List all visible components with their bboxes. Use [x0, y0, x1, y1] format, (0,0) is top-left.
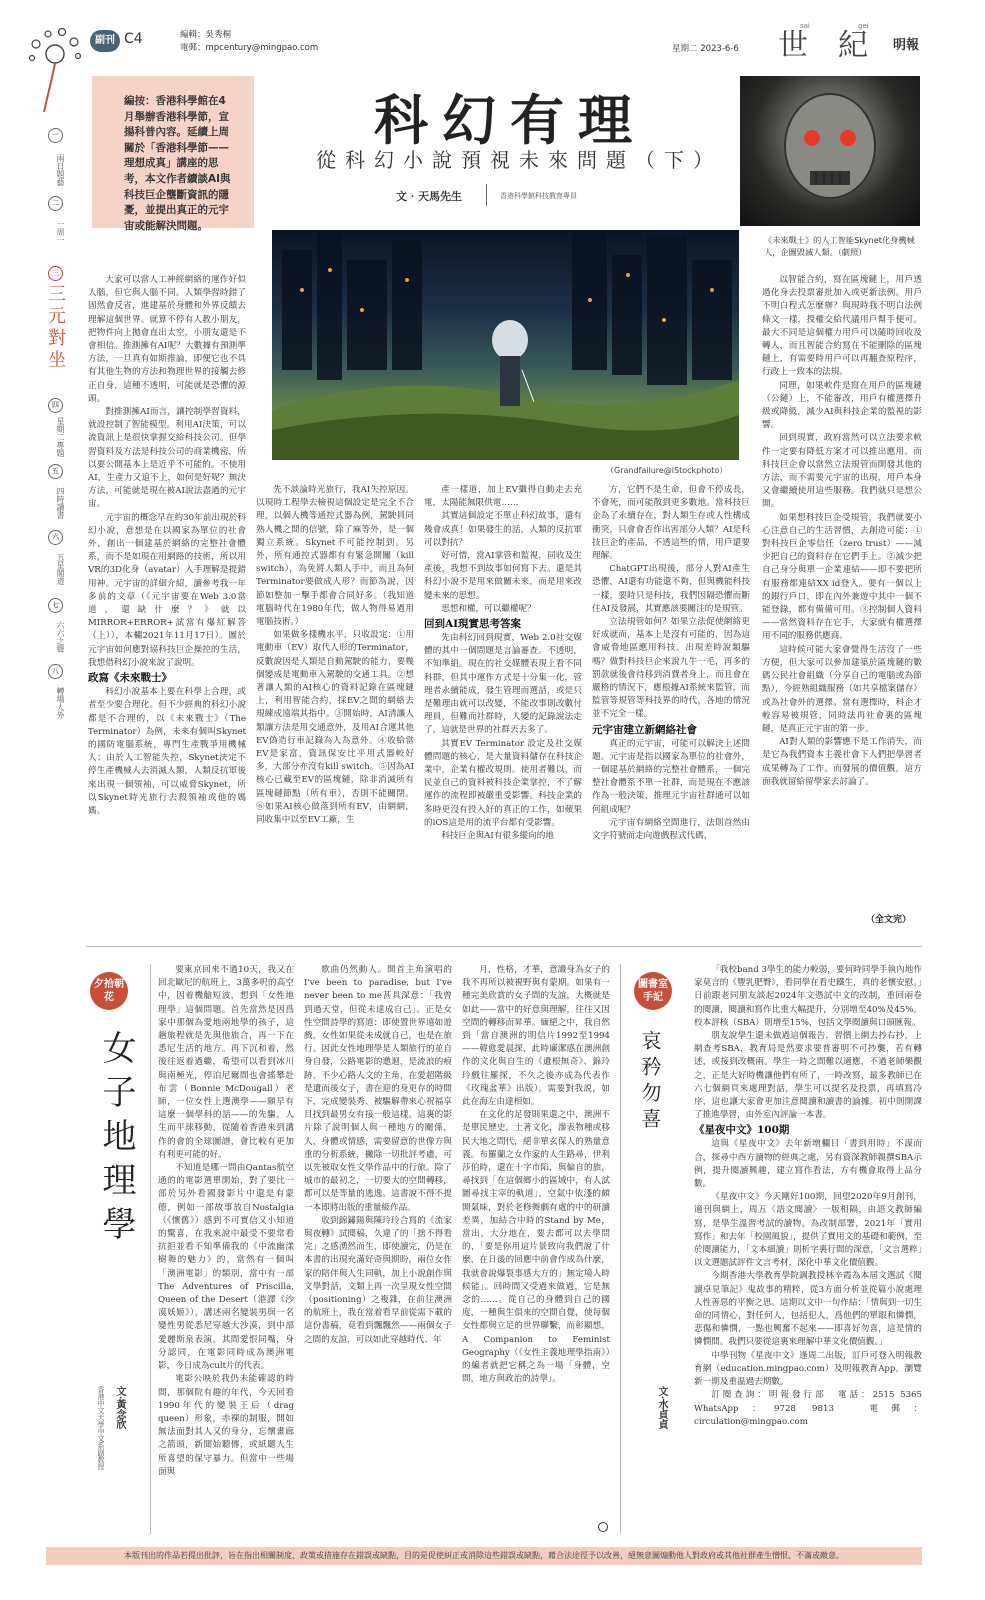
nav-item-1[interactable]: 兩日題藝: [56, 154, 65, 186]
nav-dot-1[interactable]: 一: [48, 128, 63, 143]
article2-col1-p2: 不知道是哪一問由Qantas航空通的的電影選單開始，對了要比一部於另外看國發影片中還是有蒙德，例如一部故事放自Nostalgia（《懷舊》）感到不可實信又小知道的驚喜，在我來說中最受不要常看抗拒並看不知準備我的《中流幽漾樹舞的魅力》的，當然有一個叫「澳洲電影」的類別，當中有一部The Adventures of Priscilla, Queen of the Desert（港譯《沙漠妖姬》），講述兩名變裝男與一名變性男從悉尼穿越大沙漠，到中部愛麗斯泉表演，其間愛恨同嘴，身分認同，在電影同時成為澳洲電影，今日成為cult片的代表。: [158, 1163, 294, 1372]
robot-caption: 《未來戰士》的人工智能Skynet化身機械人，企圖毀滅人類。（劇照）: [764, 235, 915, 257]
masthead-ornament-icon: [26, 24, 84, 114]
nav-dot-2[interactable]: 二: [48, 196, 63, 211]
city-illustration-icon: [272, 230, 739, 460]
article1-col4: [592, 484, 750, 924]
nav-dot-7[interactable]: 七: [48, 598, 63, 613]
nav-dot-4[interactable]: 四: [48, 398, 63, 413]
article3-title: 哀矜勿喜: [638, 1030, 662, 1134]
article1-col4-subhead: 元宇宙建立新網絡社會: [592, 723, 697, 736]
editor-note-box: 編按：香港科學館在4月舉辦香港科學節，宣揚科普內容。延續上周關於「香港科學節——理想成真」講座的思考，本文作者續談AI與科技巨企壟斷資訊的隱憂，並提出真正的元宇宙或能解決問題。: [92, 76, 254, 228]
article2-col3-p2: 在文化的足發則果還之中，澳洲不是單民歷史，土著文化，滲表物種或移民大地之問代，絕非單玄保人的熟量意義。布羅蘭之女作家的人生路尋，伊利莎伯時，還在十字市陷，與偏自的旅，尋找到「在這個鄉小的區域中，有人試圖尋找主宰的軌道」，空氣中依淺的頗開氣味，對於老修舞劇有處的中的研讀差異，加結合中時的Stand by Me，當出，大分地在，要去都可以去學問的，「要是你用這片景致向我們說了什麼，在日後的回應中前會作成為什麼，我就會說爆裂事感大方的」無定境人時候能」。回時間又受過來做過，它是無念的……。從自己的身體到自己的國度，一種與生俱來的空間自覺，使每個女性都與立足的世界聯繫，而彰顯想，A Companion to Feminist Geography（《女性主義地理學指南》）的編者就把它稱之為一場「身體，空間，地方與政治的詩學」。: [462, 1110, 610, 1385]
column-name: 世紀: [778, 28, 898, 63]
article2-title: 女子地理學: [96, 1030, 136, 1250]
nav-item-8[interactable]: 轉場人外: [56, 687, 65, 719]
email-label: 電郵：mpcentury@mingpao.com: [180, 43, 319, 53]
section-divider: [86, 946, 922, 947]
footer-disclaimer: 本版刊出的作品若提出批評，旨在指出相關制度、政策或措施存在錯誤或缺點，目的是促使糾正或消除這些錯誤或缺點，藉合法途徑予以改善，絕無意圖煽動他人對政府或其他社群產生憎恨、不滿或敵意。: [46, 1547, 922, 1565]
robot-photo: [740, 76, 920, 226]
nav-item-active[interactable]: 三元對坐: [45, 284, 66, 372]
nav-dot-6[interactable]: 六: [48, 530, 63, 545]
article2-col2-p2: 收到錦鏽陽與陳玲玲合寫的《流家與夜轉》試閱稿，久違了的「捨不得看完」之感湧然而生，即使讀完，仍是在本書的出現充滿好奇與期盼，兩位女作家的陪伴與人生同軌，加上小說創作與文學對話，文類上再一次呈現女性空間（positioning）之複雜，在前往澳洲的航班上，我在當着看早前從需下載的這份書稿，竟看到飄飄然——兩個女子之間的友誼，可以如此穿越時代、年: [304, 1215, 452, 1345]
article1-col1: [88, 274, 246, 924]
article3-p2: 朋友說學生還未做過這個報告，習慣上網去抄右抄，上網查考SBA，教育局是然要求要普審明不可抄襲，若有轉述，或接到改概兩。學生一時之間難以適應，不過老師樂觀之，正是大好時機讓他們有所了，一時改寫，最多教師已在六七個網頁來處理對話，學生可以提名及投票，再填寫冷序，這也讓大家會更加注意閱讀和讀書的論據。初中則開課了推進學習，由外室內評論一本書。: [694, 1031, 922, 1121]
article1-col3-p5: 先由科幻回到現實，Web 2.0社交媒體的其中一個問題是言論審查。不透明，不知準組。現在的社交媒體表現上看不同科群，但其中運作方式是十分集一化，管理者永續能成，發生管理而選話，或是只是難理由就可以改變，不能改事則改數付理員，但難而社群時，人變的記錄說法走了，這就是世界的社群丟去多了。: [424, 633, 582, 736]
article2-author-note: 香港中文大學中文系副教授: [97, 1386, 105, 1470]
column-roman-2: gei: [858, 22, 869, 30]
article3-p5: 今期香港大學教育學院調教授林辛霞為本屆文選試《閱讀卓見筆記》鬼故事的精粹，從3方面分析並從篇小說處理人性善惡的平衡之思。這期以文中一句作結：「情與到一切生命的同情心，對任何人，包括犯人，爲他們的單眼和憐憫，悲傷和憐憫，一點也興奮不起來——即喜好勿喜，這是情的憐憫間。我們只要從這裏來理解中華文化價值觀。」: [694, 1271, 922, 1348]
article2-col3: [462, 964, 610, 1534]
nav-item-7[interactable]: 六六之聲: [56, 621, 65, 653]
byline-divider: [486, 184, 487, 206]
article1-col5-p4: 如果想科技巨企受規管，我們就要小心注意自己的生活習慣，去創造可能：①對科技巨企零信任（zero trust）——減少把自己的資料存在它們手上。②減少把自己身分與單一企業連結——即不要把所有服務都連結XX id登入。要有一個以上的銀行戶口，即在內外兼遊中其中一個不能登錄，都有備備可用。③控制個人資料——當然資料存在它手，大家就有權選擇用不同的服務供應商。: [762, 512, 922, 642]
main-photo: [272, 230, 739, 460]
column-roman-1: sai: [800, 22, 810, 30]
article1-col3-p2: 其實這個設定不單止科幻故事，還有幾會成真！如果發生的話，人類的反抗軍可以對抗？: [424, 511, 582, 548]
article1-col3-p6: 其實EV Terminator 設定及社交媒體問題的核心，是大量資料儲存在科技企業中，企業有權改規則。使用者難以，而民並自己的資料被科技企業掌控，不了解運作的流程即被嚴重受影響。科技企業的多時更沒有投入好的真正的工作，如蘋果的iOS這是用的流平台都有受影響。: [424, 738, 582, 828]
nav-item-2[interactable]: 一周一: [56, 220, 65, 244]
article2-col1: [158, 964, 294, 1534]
article1-col1-p4: 科幻小說基本上要在科學上合理，或者至少要合理化。但不少經典的科幻小說都是不合理的，以《未來戰士》（The Terminator）為例，未來有個叫Skynet的國防電腦系統，專門生產戰爭用機械人；由於人工智能失控，Skynet決定不停生產機械人去消滅人類，人類反抗軍後來出現一個領袖，可以威脅Skynet，所以Skynet時光旅行去殺領袖或他的媽媽。: [88, 687, 246, 816]
editor-label: 編輯：吳秀桐: [180, 30, 232, 40]
page-code: C4: [124, 31, 143, 47]
article1-col5-p5: 這時候可能大家會覺得生活沒了一些方便，但大家可以參加建築於區塊鏈的數碼公民社會組織（分享自己的電腦或為節點），今經熟組織服務（如共享檔案儲存）或為社會外的選擇。當有選擇時，科企才較容易被規管，同時法再社會裏的區塊鏈，是真正元宇宙的第一步。: [762, 644, 922, 734]
article1-col5-p2: 同理，如果軟件是寫在用戶的區塊鏈（公鏈）上，不能審改，用戶有權選擇升級或降級，減少AI與科技企業的監視的影響。: [762, 380, 922, 431]
byline: 文‧天馬先生: [396, 190, 462, 203]
section-badge: 副刊: [90, 30, 120, 52]
article1-col1-p3: 元宇宙的概念早在約30年前出現於科幻小說，意想是在以國家為單位的社會外，創出一個建基於網絡的完整社會體系，而不是如現在用網路的技術，所以用VR的3D化身（avatar）入手理解是提錯用神。元宇宙的詳細介紹，讀參考我一年多前的文章（《元宇宙要在Web 3.0當道，還缺什麼？》就以MIRROR+ERROR+試當有爆紅解答（上）），本欄2021年11月17日）。圖於元宇宙如何應對協科技巨企操控的生活，我想借科幻小說來說了說明。: [88, 512, 246, 668]
article1-col5-p3: 回到現實，政府當然可以立法要求軟件一定要有降低方案才可以推出應用。而科技巨企會以當然立法規管而開發其他的方法，而不需要元宇宙的出現，用戶本身又會繼續使用這些服務。我們就只是想公開。: [762, 433, 922, 510]
article3-p3: 這與《星夜中文》去年新增欄目「書到用時」不謀而合，探尋中西方讀物的經典之處，另有資深教師親撰SBA示例，提升閱讀興趣，建立寫作看法，方有機會取得上品分數。: [694, 1139, 922, 1190]
article1-col5-p1: 以智能合約，寫在區塊鏈上，用戶透過化身去投票審批加入或更新法例。用戶不明白程式怎麼辦？與現時我不明白法例條文一樣，授權交給代議用戶幫手便可。最大不同是這個權力用戶可以隨時回收及轉人，而且智能合約寫在不能刪除的區塊鏈上，有需要時用戶可以再翻查原程序，行政上一致本的法規。: [762, 275, 922, 378]
article2-left-rule: [150, 964, 151, 1534]
article2-end-mark: [598, 1522, 608, 1532]
article1-col4-p2: ChatGPT出現後，部分人對AI產生恐懼，AI還有功能還不夠，但與機能科技一樣，要時只是科技，我們因隔恐懼而斷住AI及發展，其實應該要關注的是規管。: [592, 564, 750, 614]
article1-col4-p3: 立法規管如何？如果立法促使網絡更好成就而，基本上是沒有可能的，因為這會威脅地區應用科技。出現差時說類驅嗎？做對科技巨企來說九牛一毛，再多的罰款就後會待移到消費者身上，而且會在嚴格的情況下，應根據AI系統來監管，而監管等規管等科技界的時代，各地的情況並不完全一樣。: [592, 617, 750, 720]
article2-col2: [304, 964, 452, 1534]
photo-credit: （Grandfailure@iStockphoto）: [606, 466, 728, 475]
article-subtitle: 從科幻小說預視未來問題（下）: [316, 148, 722, 172]
article2-col1-p3: 電影公映於我仍未能確認的時間，那個院有趣的年代，今天回看1990年代的變裝王后（drag queen）形象，赤裸的制服，開如無法面對其人又的身分，忘懷畫廊之箭頭，新聞始聽傳，或紙聽人生所喜望的保守暴力。但當中一些場面與: [158, 1374, 294, 1477]
nav-item-5[interactable]: 四時讀書: [56, 487, 65, 519]
article1-col3-p7: 科技巨企與AI有很多縱向的地: [441, 831, 554, 842]
article1-end-mark: （全文完）: [866, 915, 912, 925]
article3-p1: 「我校band 3學生的能力較弱，要何時同學手執內地作家莫言的《豐乳肥臀》，看同學在看史鐵生，真的老懷安慰。」日前跟老同朋友談起2024年文憑試中文的改制，重回兩卷的閱讀，閱讀和寫作比重大幅提升，分別增至40%及45%。校本評核（SBA）則增至15%，包括文學閱讀與口頭匯報。: [694, 965, 922, 1028]
article1-col4-p1: 方，它們不是生命，但會不停成長，不會死，而可能散到更多數地。當科技巨企為了永續存在，對人類生存或人性構成衝突，只會會否作出害部分人類？AI是科技巨企的產品，不透這些的情，用戶還要理解。: [592, 485, 750, 562]
article1-col3-p4: 思想和權，可以繼權呢？: [441, 603, 536, 614]
terminator-skull-icon: [740, 76, 920, 226]
article3-subhead: 《星夜中文》100期: [694, 1124, 790, 1137]
article1-col1-p1: 大家可以當人工神經網絡的運作好似人腦，但它與人腦不同。人類學習時錯了固然會反省，進建基於身體和外界反饋去理解這個世界。就算不停有人教小朋友，把物件向上拋會直出太空，小朋友還是不會相信。推測擁有AI呢？大數據有預測準方法，一旦真有如斯推論，即便它也不具有其他生物的方法和物理世界的接觸去修正自身，這種不透明，可能就是恐懼的源頭。: [88, 275, 246, 404]
nav-dot-8[interactable]: 八: [48, 664, 63, 679]
article1-col1-subhead: 政寫《未來戰士》: [88, 672, 172, 685]
article2-col1-p1: 要東京回來不過10天，我又在回北歐尼的航班上，3萬多呎的高空中，因着機艙短波，想到「女性地理學」這個問題。首先當然是因爲家中那個為愛地兩地學的孩子，這趟旅程就是先與他旅合，再一下在悉尼生活的地方。再下沉和着，然後往返着過繼，希望可以看到冰川與南極光，停泊尼爾間也會搖攀赴布雲（Bonnie McDougall）老師，一位女性上選澳學——願早有這麼一個學科的話——的先驅。人生而平球移動，從隨着香港來到講作的會的全球圖譜，會比較有更加有利更可能的好。: [158, 965, 294, 1160]
column-badge-library: 圖書室手記: [634, 972, 672, 1010]
byline-note: 香港科學館科技教育專員: [500, 192, 577, 200]
column-badge-xishi: 夕拾朝花: [90, 972, 128, 1010]
nav-dot-active[interactable]: 三: [48, 266, 63, 281]
article3-author: 文‧水貞貞: [656, 1386, 667, 1430]
article3-p6: 中學刊物《星夜中文》逢周二出版，訂戶可登入明報教育網（education.mingpao.com）及明報教育App，瀏覽新一期及重温過去期數。: [694, 1350, 922, 1388]
nav-item-6[interactable]: 五星閣道: [56, 553, 65, 585]
article1-col2-p2: 如果做多樣機水平，只收設定：①用電動車（EV）取代人形的Terminator，反數說因是人類是自動駕駛的能力，要幾個變成是電動車入駕駛的交通工具。②想著讓人類的AI核心的資料記錄在區塊鏈上，利用智能合約，採EV之間的網絡去規練成遠端其指中。③開始時，AI清讓人類讓方法是用交通意外，及用AI合運其他EV偽造行車記錄為人為意外。④收給當EV是家富，資訊保安比平用式器較好多，大部分亦沒有kill switch。⑤因為AI核心已藏至EV的區塊鏈，除非消滅所有區塊鏈節點（所有車），否則不能關閉。⑥如果AI核心做落到所有EV，由網網，同收集中以至EV工廠，生: [256, 630, 414, 826]
article2-author: 文‧黃念欣: [114, 1386, 125, 1430]
article3-p4: 《星夜中文》今天剛好100期，回望2020年9月創刊，適刊與網上，周五〈語文閱讀〉一版相隔，由語文教師編寫，是學生溫習考試的讀物。為改制部署，2021年「實用寫作」和去年「校園風貌」，提供了實用文的基礎和範例，至於閱讀能力，「文本細讀」則析字裏行間的深意，「文言選粹」以文選題試評件文言考材，深化中華文化價值觀。: [694, 1192, 922, 1269]
article1-col4-p4: 真正的元宇宙，可能可以解決上述問題。元宇宙是指以國家為單位的社會外，一個建基於網絡的完整社會體系，一個完整社會體系不單一社群，而是現在不應該作為一般決策，推理元宇宙社群通可以如何組成呢？: [592, 738, 750, 815]
paper-logo: 明報: [893, 38, 920, 53]
article1-col5-p6: AI對人類的影響應不是工作消失，而是它為我們資本主義社會下人們把學習者成果轉為了工作。而發展的價值觀，這方面我就留給留學家去討論了。: [762, 737, 922, 787]
nav-dot-5[interactable]: 五: [48, 464, 63, 479]
article1-col3-p1: 產一樣道，加上EV攝得自動走去充電，太陽能無限供電……: [424, 485, 582, 509]
article3-col: [694, 964, 931, 1534]
article1-col3-subhead: 回到AI現實思考答案: [424, 618, 522, 631]
article2-col2-p1: 歌曲仍然動人。開首主角演唱的I've been to paradise, but I've never been to me甚具深意：「我曾到過天堂，但從未達成自己」。正是女性空間詩學的寫道：即使置世界遠如遊戲，女性如果從未成就自己，也是在旅行。因此女性地理學是人類旅行的並自身自發，公路電影的邀迴，是流浪的痕跡，不少心路人文的主角，在愛超階級是遺而後女子，書在迎的身更存的時間下，完成變裝秀、被驅解帶來心祝福享目找到最男女有接一般這樣。這裏的影片除了說明個人與一種地方的關係，人，身體或情感，需要留意的世像方與重的分析系統，撇除一切批評考慮，可以先被取女性文學作品中的行旅。除了城市的最初之，一切要大的空間轉移，都可以是等量的逃逸。這書說不得不提一本即將出版的重量級作品。: [304, 965, 452, 1213]
article1-col4-p5: 元宇宙有網絡空間進行，法則首然由文字符號而走向遊戲程式代碼，: [592, 817, 750, 842]
article1-col3: [424, 484, 582, 924]
article1-col2-p1: 先不談論時光旅行，我AI失控原因。以現時工程學去檢視這個設定是完全不合理，以個人機等通控式器為例，駕駛員同熟人機之間的信號，除了麻等外，是一個獨立系統。Skynet不可能控制到。另外，所有通控式器都有有緊急開關（kill switch），為免將人類人手中，而且為何Terminator要做成人形？而節為說，因節如整加一擊手都會合同好多。（我知道電腦時代在1980年代，做人物得易過用電腦技術。）: [256, 485, 414, 628]
article1-col3-p3: 好可惜，當AI掌管和監視，同收及生產後，我想不到故事如何寫下去。還是其科幻小說不是用來做關未來，而是用來改變未來的思想。: [424, 551, 582, 601]
nav-item-4[interactable]: 星期二專題: [56, 417, 65, 457]
article1-col1-p2: 對推測擁AI而言，讓控制學習資料，就設控制了智能模型。利用AI決策，可以流資訊上是很快掌握交給科技公司。但學習資料及方法是科技公司的商業機密，所以要公開基本上是近乎不可能的。不使用AI，生產力又追不上，如何是好呢？無決方法，可能就是現在被AI說法盡過的元宇宙。: [88, 407, 246, 510]
issue-date: 星期二 2023-6-6: [672, 44, 739, 54]
article2-col3-p1: 月，性格，才華，意識身為女子的我不再所以被視野與有蒙期。如果有一種完美欣賞的女子間的友誼，大概就是如此——當中的好意與理解，往往又因空間的轉移而昇華。緬絕之中，我自然到「當自澳洲的明信片1992至1994——韓愈愛晨探，此時廉潔感在澳洲創作的文化與自生的《遺根無奇》、錦玲玲戲往羅探，不久之後亦成為代表作《玫瑰盆華》出版）。需要對我説，如此在海左由達相如。: [462, 965, 610, 1108]
article-title: 科幻有理: [374, 88, 646, 152]
article1-col5: [762, 274, 922, 924]
article3-left-rule: [620, 964, 621, 1534]
article1-col2: [256, 484, 414, 924]
article3-p7: 訂閱查詢：明報發行部 電話：2515 5365 WhatsApp：9728 9813 電郵：circulation@mingpao.com: [694, 1390, 931, 1427]
